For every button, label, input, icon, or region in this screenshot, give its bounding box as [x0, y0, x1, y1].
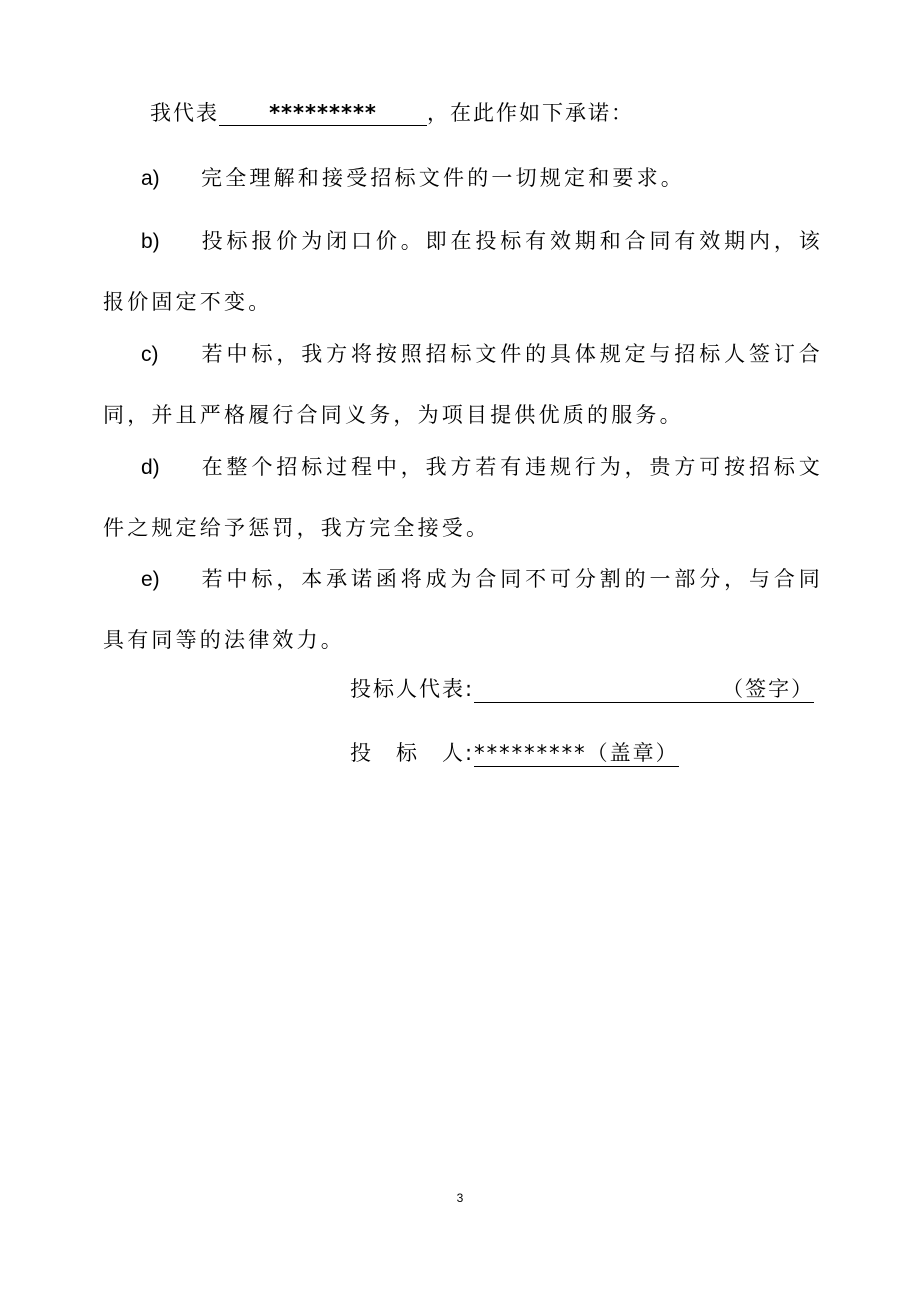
bidder-line: [350, 737, 679, 767]
commitment-item-d: [103, 437, 823, 558]
intro-suffix: ，在此作如下承诺：: [427, 101, 634, 125]
item-marker: d): [141, 456, 160, 479]
item-marker: a): [141, 167, 160, 190]
page-number: 3: [456, 1191, 464, 1205]
item-text: 在整个招标过程中，我方若有违规行为，贵方可按招标文件之规定给予惩罚，我方完全接受。: [103, 455, 823, 540]
item-text: 完全理解和接受招标文件的一切规定和要求。: [201, 166, 685, 190]
item-marker: c): [141, 343, 159, 366]
item-marker: b): [141, 230, 160, 253]
representative-signature-line: [350, 673, 814, 703]
item-text: 若中标，我方将按照招标文件的具体规定与招标人签订合同，并且严格履行合同义务，为项目提供优质的服务。: [103, 342, 823, 427]
rep-signature-field: [474, 676, 814, 703]
representative-field: *********: [219, 101, 427, 126]
bidder-label: 投 标 人:: [350, 741, 475, 765]
commitment-item-b: [103, 211, 823, 332]
item-marker: e): [141, 568, 160, 591]
commitment-item-e: [103, 549, 823, 670]
rep-note: （签字）: [722, 677, 815, 701]
intro-line: [150, 97, 634, 127]
intro-prefix: 我代表: [150, 101, 219, 125]
commitment-item-a: [103, 148, 823, 209]
item-text: 若中标，本承诺函将成为合同不可分割的一部分，与合同具有同等的法律效力。: [103, 567, 823, 652]
item-text: 投标报价为闭口价。即在投标有效期和合同有效期内，该报价固定不变。: [103, 229, 823, 314]
commitment-item-c: [103, 324, 823, 445]
bidder-field: *********（盖章）: [474, 741, 679, 765]
rep-label: 投标人代表:: [350, 677, 475, 701]
